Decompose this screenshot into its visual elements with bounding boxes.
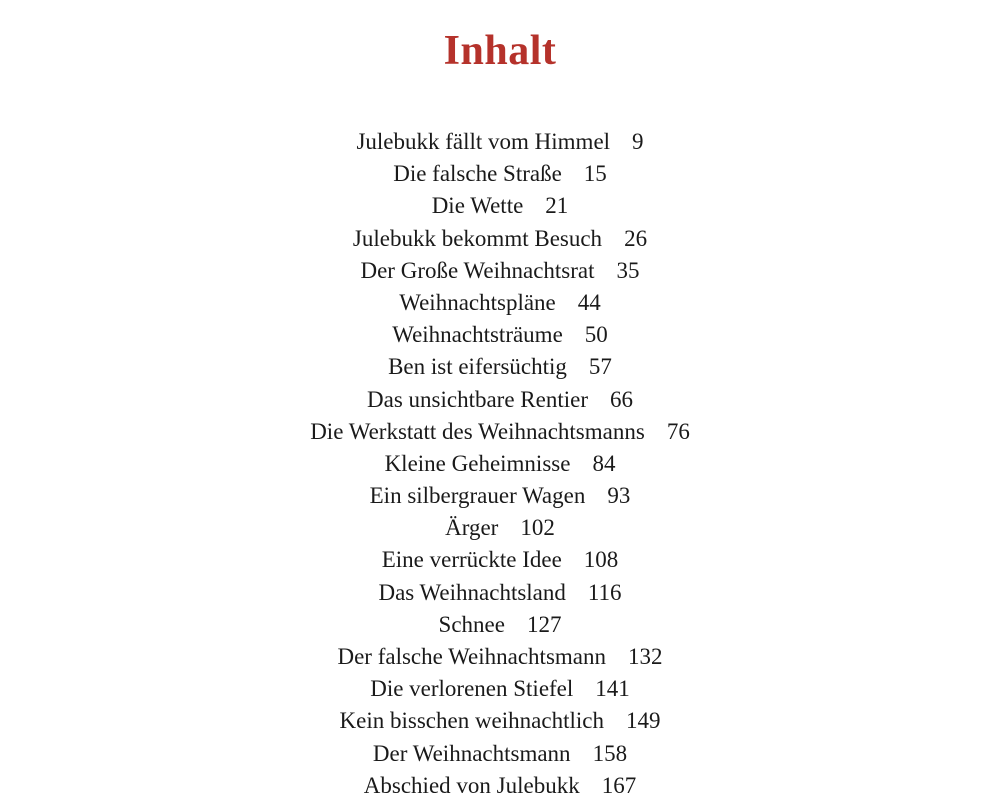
toc-entry <box>0 416 1000 448</box>
toc-entry-title: Kleine Geheimnisse <box>384 450 571 476</box>
toc-entry <box>0 351 1000 383</box>
toc-entry <box>0 705 1000 737</box>
toc-entry-title: Das Weihnachtsland <box>378 579 566 605</box>
toc-entry <box>0 255 1000 287</box>
toc-entry-title: Kein bisschen weihnachtlich <box>339 708 604 734</box>
toc-entry-title: Abschied von Julebukk <box>363 772 580 798</box>
toc-entry <box>0 738 1000 770</box>
toc-entry-page: 167 <box>601 772 637 798</box>
toc-entry-page: 66 <box>609 386 633 412</box>
toc-entry-title: Weihnachtspläne <box>399 289 556 315</box>
toc-entry-page: 76 <box>666 418 690 444</box>
toc-entry-page: 44 <box>577 289 601 315</box>
toc-entry-title: Eine verrückte Idee <box>381 547 562 573</box>
toc-entry-page: 132 <box>628 644 663 669</box>
toc-entry <box>0 158 1000 190</box>
toc-entry-title: Der Weihnachtsmann <box>372 740 571 766</box>
toc-entry-title: Ben ist eifersüchtig <box>388 354 567 380</box>
toc-entry-title: Julebukk bekommt Besuch <box>352 225 603 251</box>
toc-entry-page: 127 <box>526 611 562 637</box>
toc-entry-title: Ärger <box>445 515 499 541</box>
toc-entry-title: Julebukk fällt vom Himmel <box>356 129 611 154</box>
toc-entry-title: Die verlorenen Stiefel <box>370 676 574 702</box>
toc-entry-page: 26 <box>624 225 648 251</box>
toc-entry-page: 158 <box>592 740 628 766</box>
toc-entry <box>0 577 1000 609</box>
toc-entry-title: Die Wette <box>431 193 524 219</box>
toc-entry-title: Ein silbergrauer Wagen <box>369 483 586 509</box>
toc-entry <box>0 448 1000 480</box>
toc-entry <box>0 770 1000 802</box>
toc-entry-page: 141 <box>595 676 630 702</box>
toc-entry <box>0 544 1000 576</box>
toc-entry <box>0 223 1000 255</box>
toc-entry <box>0 480 1000 512</box>
toc-entry-title: Die falsche Straße <box>393 161 562 187</box>
toc-entry <box>0 287 1000 319</box>
toc-entry-page: 35 <box>616 257 640 283</box>
toc-entry-page: 93 <box>607 483 631 509</box>
toc-entry-title: Schnee <box>438 611 505 637</box>
toc-entry-page: 116 <box>587 579 622 605</box>
toc-entry <box>0 673 1000 705</box>
toc-entry-page: 108 <box>583 547 619 573</box>
toc-entry <box>0 512 1000 544</box>
toc-entry-page: 149 <box>625 708 661 734</box>
toc-entry-page: 50 <box>584 322 608 348</box>
toc-entry <box>0 190 1000 222</box>
page-title: Inhalt <box>443 28 557 75</box>
toc-entry-title: Der falsche Weihnachtsmann <box>337 644 606 669</box>
toc-entry <box>0 384 1000 416</box>
toc-entry-title: Der Große Weihnachtsrat <box>360 257 595 283</box>
toc-entry-title: Weihnachtsträume <box>392 322 563 348</box>
toc-entry-page: 57 <box>588 354 612 380</box>
toc-entry <box>0 609 1000 641</box>
toc-entry <box>0 319 1000 351</box>
toc-entry-title: Die Werkstatt des Weihnachtsmanns <box>310 418 645 444</box>
toc-entry-page: 21 <box>545 193 569 219</box>
toc-entry <box>0 126 1000 158</box>
toc-entry-page: 102 <box>520 515 555 541</box>
toc-entry-page: 15 <box>583 161 607 187</box>
toc-entry <box>0 641 1000 673</box>
toc-entry-page: 84 <box>592 450 616 476</box>
toc-entry-title: Das unsichtbare Rentier <box>367 386 588 412</box>
table-of-contents <box>0 126 1000 802</box>
toc-entry-page: 9 <box>632 129 644 154</box>
